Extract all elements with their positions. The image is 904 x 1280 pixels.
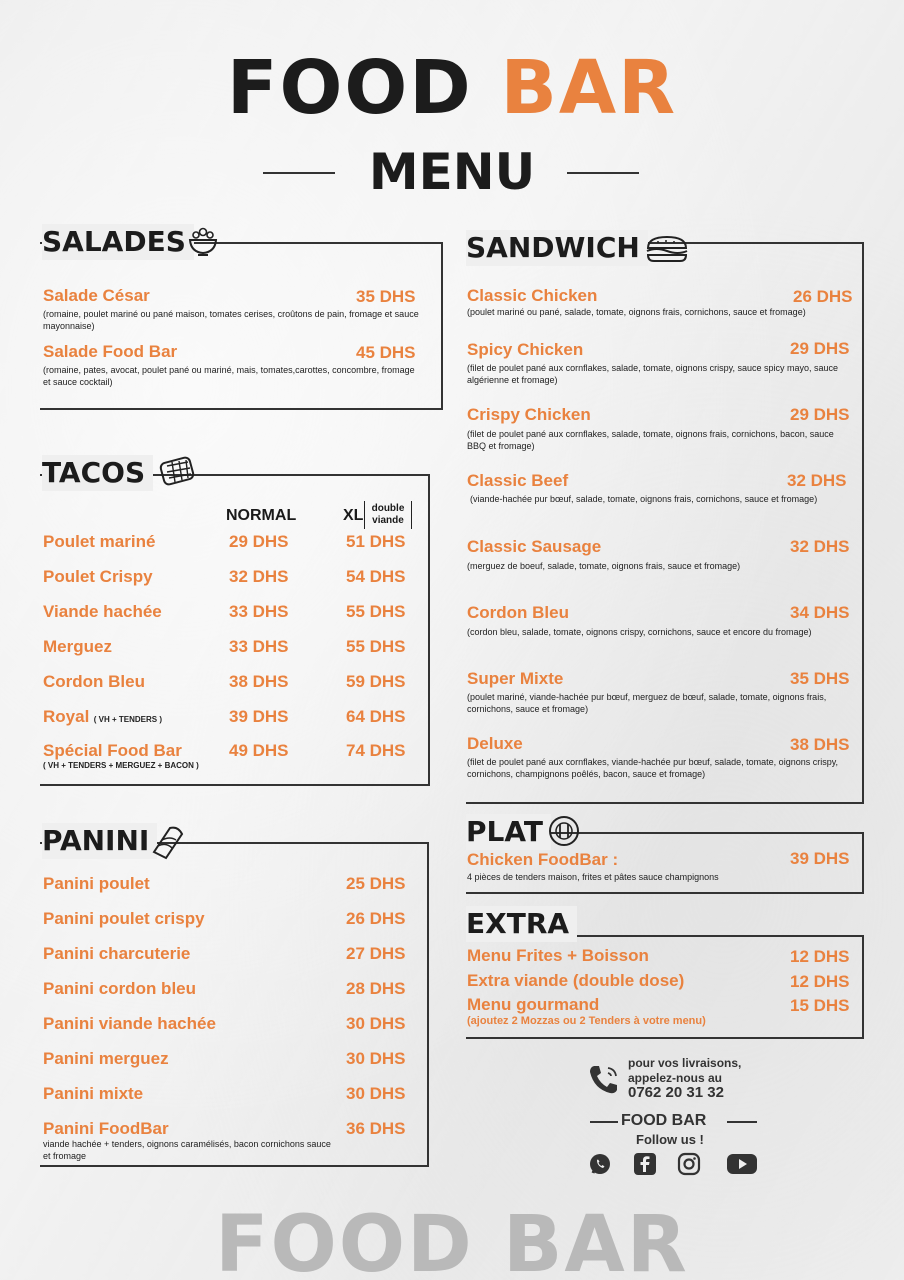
sandwich-name: Classic Chicken [467, 286, 598, 305]
sandwich-price: 26 DHS [793, 287, 853, 306]
tacos-normal-price: 33 DHS [229, 637, 289, 656]
whatsapp-icon[interactable] [588, 1152, 612, 1176]
menu-title: MENU [368, 143, 536, 201]
sandwich-price: 29 DHS [790, 339, 850, 358]
tacos-name: Poulet Crispy [43, 567, 153, 586]
extra-price: 12 DHS [790, 947, 850, 966]
extra-note: (ajoutez 2 Mozzas ou 2 Tenders à votre menu) [467, 1015, 706, 1027]
tacos-name: Cordon Bleu [43, 672, 145, 691]
plate-cutlery-icon [548, 815, 580, 847]
tacos-xl-price: 51 DHS [346, 532, 406, 551]
tacos-xl-price: 55 DHS [346, 602, 406, 621]
footer-brand-watermark: FOOD BAR [215, 1200, 689, 1280]
salade-name: Salade César [43, 286, 150, 305]
plat-name: Chicken FoodBar : [467, 850, 619, 869]
tacos-xl-price: 74 DHS [346, 741, 406, 760]
salade-desc: (romaine, poulet mariné ou pané maison, tomates cerises, croûtons de pain, fromage et sauce mayonnaise) [43, 309, 419, 331]
tacos-normal-price: 33 DHS [229, 602, 289, 621]
extra-title [466, 906, 577, 942]
divider [727, 1121, 757, 1123]
tacos-xl-note-line: viande [372, 515, 404, 526]
phone-icon [586, 1062, 622, 1098]
tacos-col-xl: XL [343, 507, 364, 524]
tacos-name: Poulet mariné [43, 532, 156, 551]
panini-name: Panini viande hachée [43, 1014, 216, 1033]
extra-price: 12 DHS [790, 972, 850, 991]
salade-desc: (romaine, pates, avocat, poulet pané ou mariné, mais, tomates,carottes, concombre, fromage et sauce cocktail) [43, 365, 415, 387]
panini-price: 36 DHS [346, 1119, 406, 1138]
tacos-normal-price: 32 DHS [229, 567, 289, 586]
sandwich-name: Cordon Bleu [467, 603, 569, 622]
tacos-name: Merguez [43, 637, 112, 656]
tacos-name: Royal [43, 707, 90, 726]
tacos-normal-price: 29 DHS [229, 532, 289, 551]
panini-price: 30 DHS [346, 1049, 406, 1068]
brand-word-bar: BAR [500, 45, 678, 131]
extra-title-text: EXTRA [466, 907, 570, 940]
panini-title [42, 823, 157, 859]
tacos-xl-price: 64 DHS [346, 707, 406, 726]
tacos-xl-price: 54 DHS [346, 567, 406, 586]
extra-name: Menu Frites + Boisson [467, 946, 649, 965]
tacos-title [42, 455, 153, 491]
sandwich-price: 32 DHS [790, 537, 850, 556]
sandwich-desc: (filet de poulet pané aux cornflakes, salade, tomate, oignons frais, cornichons, bacon, sauce BBQ et fromage) [467, 429, 834, 451]
sandwich-desc: (viande-hachée pur bœuf, salade, tomate, oignons frais, cornichons, sauce et fromage) [470, 494, 818, 504]
panini-price: 30 DHS [346, 1014, 406, 1033]
salade-price: 35 DHS [356, 287, 416, 306]
plat-desc: 4 pièces de tenders maison, frites et pâtes sauce champignons [467, 872, 719, 882]
panini-price: 26 DHS [346, 909, 406, 928]
tacos-grid-icon [158, 456, 198, 488]
sandwich-box [466, 242, 864, 804]
tacos-xl-note-line: double [371, 503, 405, 514]
tacos-note: ( VH + TENDERS ) [93, 715, 162, 724]
sandwich-name: Deluxe [467, 734, 523, 753]
panini-price: 25 DHS [346, 874, 406, 893]
panini-name: Panini poulet crispy [43, 909, 205, 928]
sandwich-price: 29 DHS [790, 405, 850, 424]
panini-name: Panini charcuterie [43, 944, 191, 963]
sandwich-desc: (filet de poulet pané aux cornflakes, salade, tomate, oignons crispy, sauce spicy mayo, sauce algérienne et fromage) [467, 363, 839, 385]
contact-line: pour vos livraisons, [628, 1056, 742, 1070]
sandwich-title [466, 230, 648, 266]
sandwich-price: 32 DHS [787, 471, 847, 490]
salad-bowl-icon [186, 224, 220, 258]
panini-name: Panini mixte [43, 1084, 144, 1103]
contact-phone[interactable]: 0762 20 31 32 [628, 1084, 724, 1101]
tacos-note: ( VH + TENDERS + MERGUEZ + BACON ) [43, 761, 199, 770]
sandwich-price: 35 DHS [790, 669, 850, 688]
panini-price: 30 DHS [346, 1084, 406, 1103]
plat-title-text: PLAT [466, 815, 543, 848]
salades-title-text: SALADES [42, 225, 186, 258]
tacos-item-royal [43, 707, 162, 727]
extra-name: Extra viande (double dose) [467, 971, 685, 990]
divider [590, 1121, 618, 1123]
sandwich-name: Spicy Chicken [467, 340, 584, 359]
panini-price: 28 DHS [346, 979, 406, 998]
tacos-title-text: TACOS [42, 456, 146, 489]
extra-name: Menu gourmand [467, 995, 600, 1014]
salades-title [42, 224, 194, 260]
tacos-normal-price: 39 DHS [229, 707, 289, 726]
tacos-col-normal: NORMAL [226, 507, 297, 524]
sandwich-name: Crispy Chicken [467, 405, 591, 424]
salade-price: 45 DHS [356, 343, 416, 362]
contact-text [628, 1056, 741, 1086]
sandwich-desc: (poulet mariné, viande-hachée pur bœuf, merguez de bœuf, salade, tomate, oignons frais, cornichons, sauce et fromage) [467, 692, 827, 714]
sandwich-desc: (merguez de boeuf, salade, tomate, oignons frais, sauce et fromage) [467, 561, 741, 571]
plat-price: 39 DHS [790, 849, 850, 868]
panini-name: Panini merguez [43, 1049, 169, 1068]
sandwich-name: Classic Beef [467, 471, 569, 490]
sandwich-title-text: SANDWICH [466, 231, 640, 264]
follow-text: Follow us ! [636, 1132, 704, 1147]
salade-name: Salade Food Bar [43, 342, 178, 361]
youtube-icon[interactable] [726, 1152, 758, 1176]
extra-price: 15 DHS [790, 996, 850, 1015]
sandwich-name: Super Mixte [467, 669, 564, 688]
facebook-icon[interactable] [633, 1152, 657, 1176]
sandwich-price: 34 DHS [790, 603, 850, 622]
sandwich-desc: (cordon bleu, salade, tomate, oignons crispy, cornichons, sauce et encore du fromage) [467, 627, 812, 637]
sandwich-icon [644, 232, 690, 266]
tacos-xl-price: 55 DHS [346, 637, 406, 656]
panini-title-text: PANINI [42, 824, 150, 857]
plat-title [466, 814, 551, 850]
panini-name: Panini cordon bleu [43, 979, 197, 998]
panini-price: 27 DHS [346, 944, 406, 963]
instagram-icon[interactable] [677, 1152, 701, 1176]
sandwich-desc: (poulet mariné ou pané, salade, tomate, oignons frais, cornichons, sauce et fromage) [467, 307, 806, 317]
panini-name: Panini poulet [43, 874, 150, 893]
brand-title [0, 45, 904, 131]
tacos-name: Viande hachée [43, 602, 162, 621]
contact-line: appelez-nous au [628, 1071, 723, 1085]
tacos-name: Spécial Food Bar [43, 741, 182, 760]
panini-name: Panini FoodBar [43, 1119, 169, 1138]
panini-desc: viande hachée + tenders, oignons caramélisés, bacon cornichons sauce et fromage [43, 1139, 331, 1161]
tacos-normal-price: 49 DHS [229, 741, 289, 760]
brand-word-food: FOOD [226, 45, 473, 131]
sandwich-name: Classic Sausage [467, 537, 602, 556]
sandwich-price: 38 DHS [790, 735, 850, 754]
contact-brand: FOOD BAR [621, 1112, 707, 1129]
tacos-xl-note [364, 501, 412, 529]
sandwich-desc: (filet de poulet pané aux cornflakes, viande-hachée pur bœuf, salade, tomate, oignons crispy, cornichons, champignons poêlés, bacon, sauce et fromage) [467, 757, 839, 779]
wrap-icon [148, 822, 188, 860]
tacos-xl-price: 59 DHS [346, 672, 406, 691]
tacos-normal-price: 38 DHS [229, 672, 289, 691]
divider [567, 172, 639, 174]
